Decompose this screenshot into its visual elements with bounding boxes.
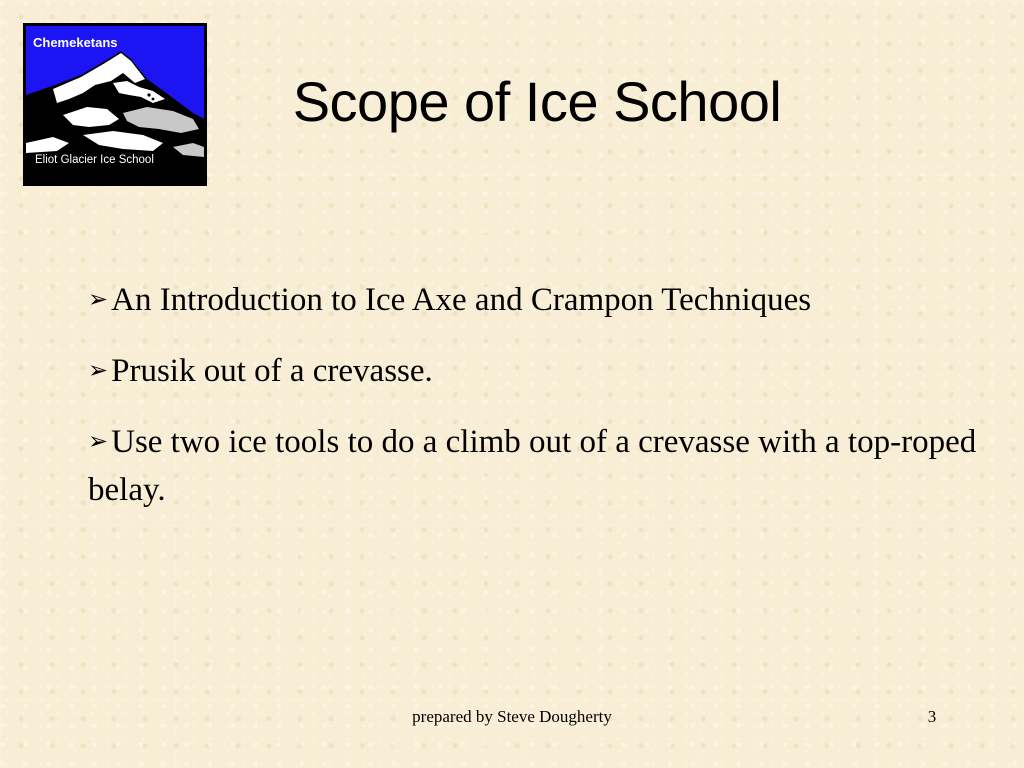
- slide-number: 3: [927, 707, 937, 726]
- bullet-item: [88, 417, 988, 514]
- bullet-text: An Introduction to Ice Axe and Crampon Techniques: [111, 282, 812, 318]
- slide-title: Scope of Ice School: [292, 70, 782, 133]
- logo-bottom-text: Eliot Glacier Ice School: [35, 154, 154, 166]
- footer-credit: prepared by Steve Dougherty: [412, 707, 612, 726]
- bullet-item: [88, 346, 988, 395]
- bullet-list: [88, 275, 988, 536]
- arrow-bullet-icon: ➢: [88, 356, 109, 384]
- bullet-text: Use two ice tools to do a climb out of a crevasse with a top-roped belay.: [88, 424, 977, 508]
- arrow-bullet-icon: ➢: [88, 427, 109, 455]
- logo-top-text: Chemeketans: [33, 35, 118, 50]
- arrow-bullet-icon: ➢: [88, 285, 109, 313]
- bullet-text: Prusik out of a crevasse.: [111, 353, 433, 389]
- bullet-item: [88, 275, 988, 324]
